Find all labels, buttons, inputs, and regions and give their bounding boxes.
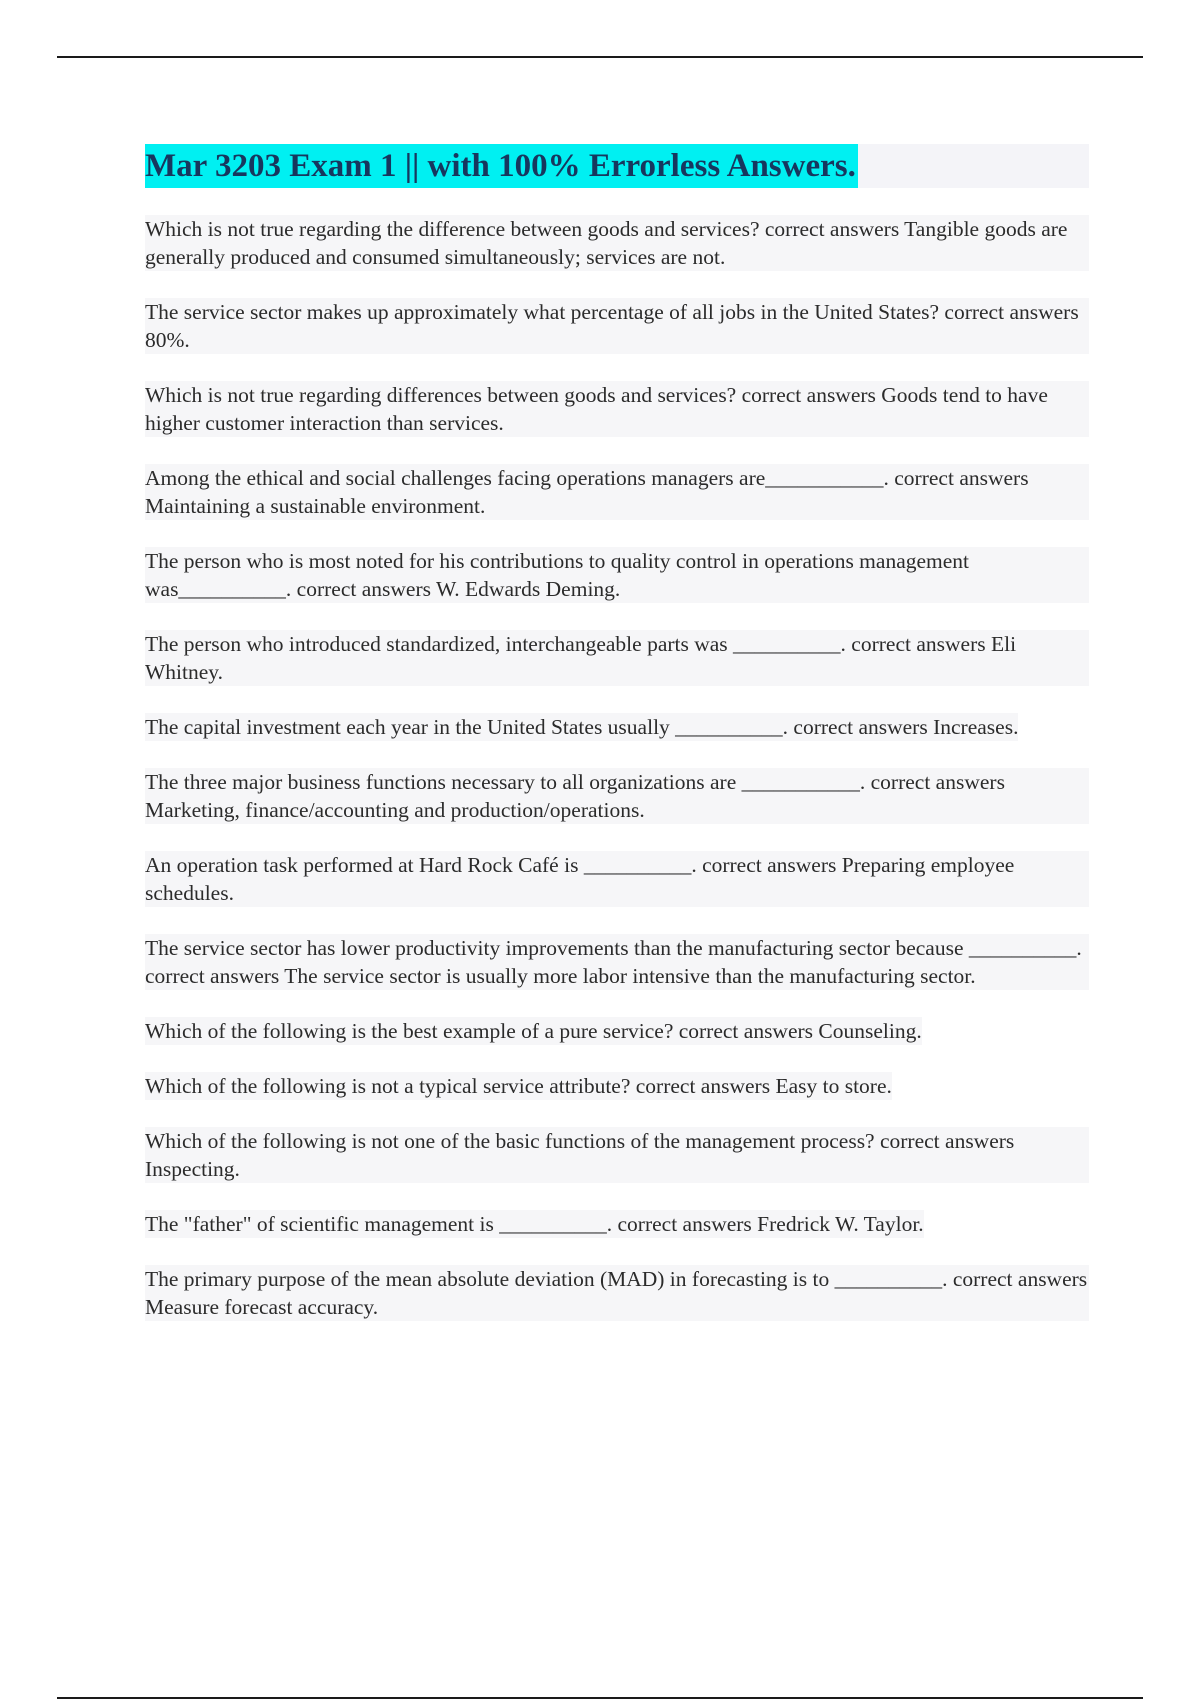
qa-item: The person who is most noted for his contributions to quality control in operations management was__________. correct answers W. Edwards Deming. — [145, 547, 1089, 603]
qa-item: The capital investment each year in the United States usually __________. correct answers Increases. — [145, 715, 1019, 739]
document-body — [145, 144, 1089, 1348]
qa-item: An operation task performed at Hard Rock Café is __________. correct answers Preparing employee schedules. — [145, 851, 1089, 907]
top-rule — [57, 56, 1143, 58]
qa-list — [145, 215, 1089, 1321]
qa-item: The service sector has lower productivity improvements than the manufacturing sector because __________. correct answers The service sector is usually more labor intensive than the manufacturing sector. — [145, 934, 1089, 990]
qa-item: Which of the following is not one of the basic functions of the management process? correct answers Inspecting. — [145, 1127, 1089, 1183]
qa-item: The person who introduced standardized, interchangeable parts was __________. correct answers Eli Whitney. — [145, 630, 1089, 686]
qa-item: The "father" of scientific management is __________. correct answers Fredrick W. Taylor. — [145, 1212, 924, 1236]
qa-item: The service sector makes up approximately what percentage of all jobs in the United States? correct answers 80%. — [145, 298, 1089, 354]
bottom-rule — [57, 1697, 1143, 1699]
qa-item: Which of the following is not a typical service attribute? correct answers Easy to store. — [145, 1074, 892, 1098]
qa-item: The primary purpose of the mean absolute deviation (MAD) in forecasting is to __________. correct answers Measure forecast accuracy. — [145, 1267, 1088, 1319]
qa-item: Among the ethical and social challenges facing operations managers are___________. correct answers Maintaining a sustainable environment. — [145, 464, 1089, 520]
document-title: Mar 3203 Exam 1 || with 100% Errorless Answers. — [145, 144, 858, 188]
qa-item: Which of the following is the best example of a pure service? correct answers Counseling. — [145, 1019, 922, 1043]
qa-item: Which is not true regarding the difference between goods and services? correct answers Tangible goods are generally produced and consumed simultaneously; services are not. — [145, 215, 1089, 271]
qa-item: The three major business functions necessary to all organizations are ___________. correct answers Marketing, finance/accounting and production/operations. — [145, 768, 1089, 824]
qa-item: Which is not true regarding differences between goods and services? correct answers Goods tend to have higher customer interaction than services. — [145, 381, 1089, 437]
title-row — [145, 144, 1089, 188]
